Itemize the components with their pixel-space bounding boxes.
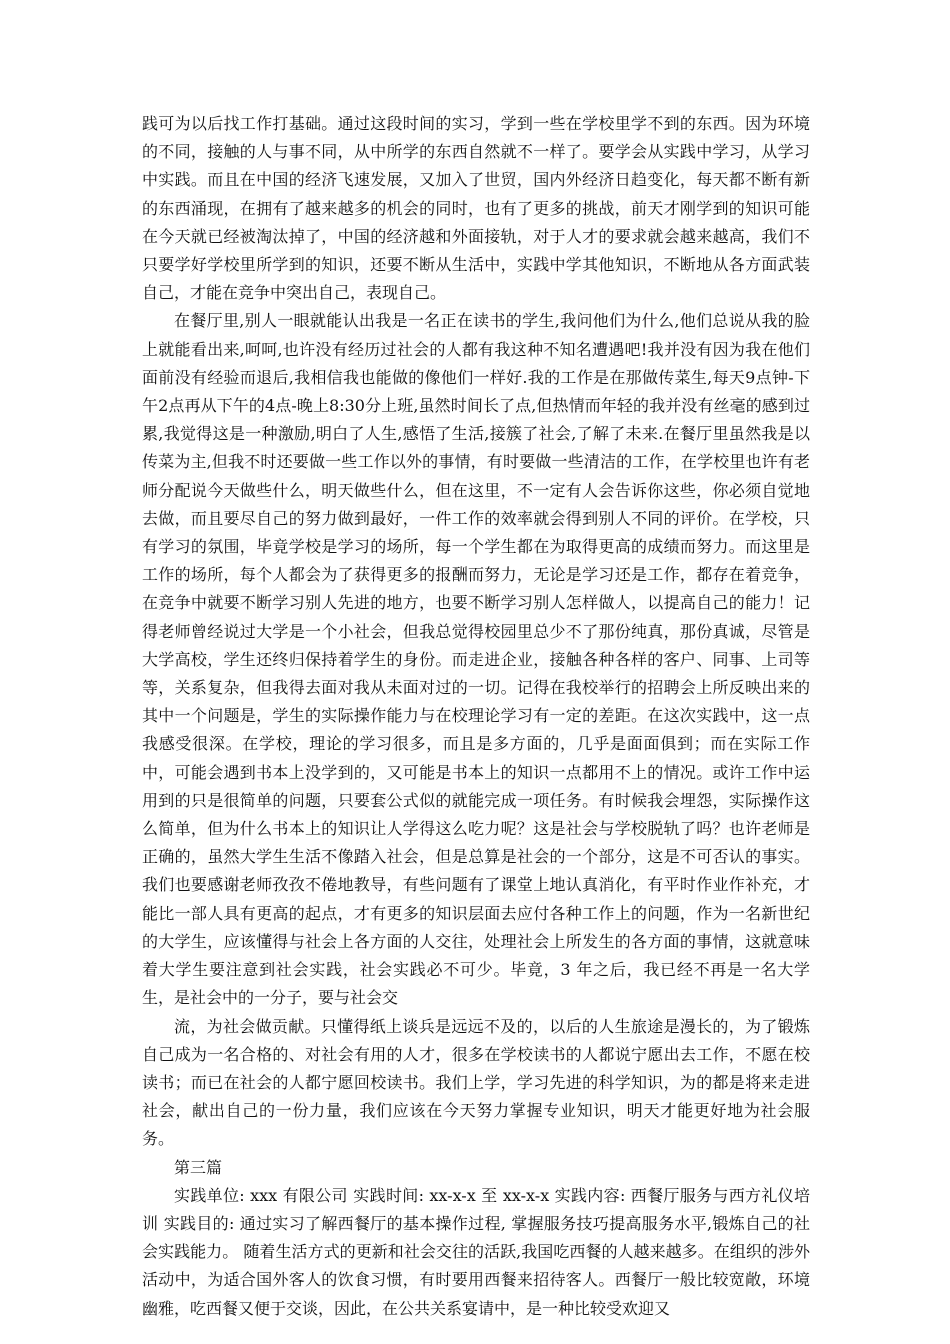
- paragraph-practice-details: 实践单位: xxx 有限公司 实践时间: xx-x-x 至 xx-x-x 实践内容: 西餐厅服务与西方礼仪培训 实践目的: 通过实习了解西餐厅的基本操作过程, 掌握服务技巧提高服务水平,锻炼自己的社会实践能力。 随着生活方式的更新和社会交往的活跃,我国吃西餐的人越来越多。在组织的涉外活动中，为适合国外客人的饮食习惯，有时要用西餐来招待客人。西餐厅一般比较宽敞，环境幽雅，吃西餐又便于交谈，因此，在公共关系宴请中，是一种比较受欢迎又: [142, 1185, 810, 1318]
- paragraph-contribution: 流，为社会做贡献。只懂得纸上谈兵是远远不及的，以后的人生旅途是漫长的，为了锻炼自己成为一名合格的、对社会有用的人才，很多在学校读书的人都说宁愿出去工作，不愿在校读书；而已在社会的人都宁愿回校读书。我们上学，学习先进的科学知识，为的都是将来走进社会，献出自己的一份力量，我们应该在今天努力掌握专业知识，明天才能更好地为社会服务。: [142, 1016, 810, 1149]
- document-body: [142, 110, 810, 1323]
- paragraph-restaurant-experience: 在餐厅里,别人一眼就能认出我是一名正在读书的学生,我问他们为什么,他们总说从我的脸上就能看出来,呵呵,也许没有经历过社会的人都有我这种不知名遭遇吧!我并没有因为我在他们面前没有经验而退后,我相信我也能做的像他们一样好.我的工作是在那做传菜生,每天9点钟-下午2点再从下午的4点-晚上8:30分上班,虽然时间长了点,但热情而年轻的我并没有丝毫的感到过累,我觉得这是一种激励,明白了人生,感悟了生活,接簇了社会,了解了未来.在餐厅里虽然我是以传菜为主,但我不时还要做一些工作以外的事情，有时要做一些清洁的工作，在学校里也许有老师分配说今天做些什么，明天做些什么，但在这里，不一定有人会告诉你这些，你必须自觉地去做，而且要尽自己的努力做到最好，一件工作的效率就会得到别人不同的评价。在学校，只有学习的氛围，毕竟学校是学习的场所，每一个学生都在为取得更高的成绩而努力。而这里是工作的场所，每个人都会为了获得更多的报酬而努力，无论是学习还是工作，都存在着竞争，在竞争中就要不断学习别人先进的地方，也要不断学习别人怎样做人，以提高自己的能力！记得老师曾经说过大学是一个小社会，但我总觉得校园里总少不了那份纯真，那份真诚，尽管是大学高校，学生还终归保持着学生的身份。而走进企业，接触各种各样的客户、同事、上司等等，关系复杂，但我得去面对我从未面对过的一切。记得在我校举行的招聘会上所反映出来的其中一个问题是，学生的实际操作能力与在校理论学习有一定的差距。在这次实践中，这一点我感受很深。在学校，理论的学习很多，而且是多方面的，几乎是面面俱到；而在实际工作中，可能会遇到书本上没学到的，又可能是书本上的知识一点都用不上的情况。或许工作中运用到的只是很简单的问题，只要套公式似的就能完成一项任务。有时候我会埋怨，实际操作这么简单，但为什么书本上的知识让人学得这么吃力呢？这是社会与学校脱轨了吗？也许老师是正确的，虽然大学生生活不像踏入社会，但是总算是社会的一个部分，这是不可否认的事实。我们也要感谢老师孜孜不倦地教导，有些问题有了课堂上地认真消化，有平时作业作补充，才能比一部人具有更高的起点，才有更多的知识层面去应付各种工作上的问题，作为一名新世纪的大学生，应该懂得与社会上各方面的人交往，处理社会上所发生的各方面的事情，这就意味着大学生要注意到社会实践，社会实践必不可少。毕竟，3 年之后，我已经不再是一名大学生，是社会中的一分子，要与社会交: [142, 311, 810, 1008]
- paragraph-continuation: 践可为以后找工作打基础。通过这段时间的实习，学到一些在学校里学不到的东西。因为环境的不同，接触的人与事不同，从中所学的东西自然就不一样了。要学会从实践中学习，从学习中实践。而且在中国的经济飞速发展，又加入了世贸，国内外经济日趋变化，每天都不断有新的东西涌现，在拥有了越来越多的机会的同时，也有了更多的挑战，前天才刚学到的知识可能在今天就已经被淘汰掉了，中国的经济越和外面接轨，对于人才的要求就会越来越高，我们不只要学好学校里所学到的知识，还要不断从生活中，实践中学其他知识，不断地从各方面武装自己，才能在竞争中突出自己，表现自己。: [142, 114, 810, 303]
- section-heading: 第三篇: [174, 1157, 223, 1177]
